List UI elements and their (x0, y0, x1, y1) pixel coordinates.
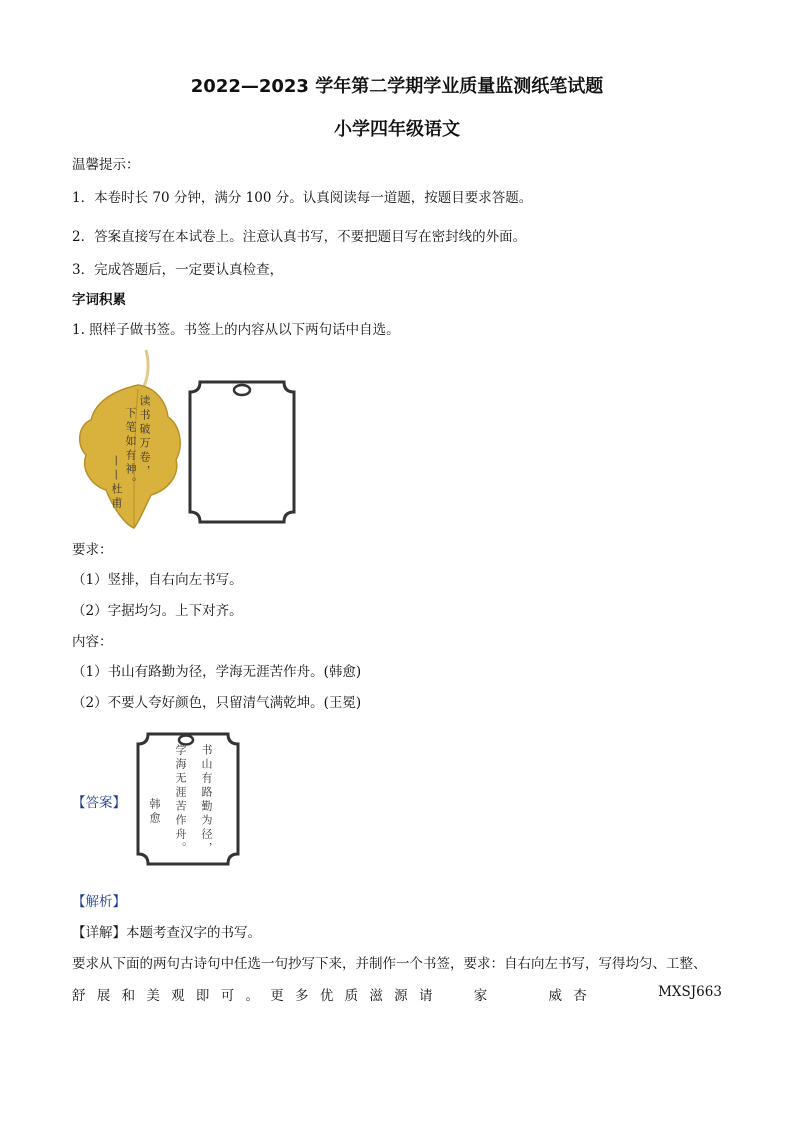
content-1: （1）书山有路勤为径，学海无涯苦作舟。(韩愈) (72, 664, 362, 680)
answer-col-1: 书山有路勤为径， (200, 744, 213, 856)
requirements-heading: 要求： (72, 542, 113, 558)
leaf-bookmark-image (76, 345, 184, 531)
analysis-char: 展 (96, 988, 111, 1004)
analysis-char: 请 (418, 988, 433, 1004)
analysis-char: 。 (245, 988, 259, 1004)
analysis-char: 舒 (72, 988, 86, 1004)
sample-col-2: 下笔如有神。 (124, 407, 137, 491)
analysis-char: 美 (146, 988, 160, 1004)
notice-item-3: 3．完成答题后，一定要认真检查， (72, 262, 284, 278)
analysis-char: 杏 (573, 988, 587, 1004)
sample-col-1: 读书破万卷， (138, 395, 151, 479)
analysis-text-2 (72, 984, 722, 1004)
analysis-char: 多 (295, 988, 309, 1004)
blank-bookmark-frame (186, 378, 298, 526)
analysis-char: 优 (319, 988, 334, 1004)
analysis-char: 和 (121, 988, 136, 1004)
analysis-char: 家 (473, 988, 488, 1004)
analysis-char: 质 (344, 988, 359, 1004)
page-title: 2022—2023 学年第二学期学业质量监测纸笔试题 (190, 76, 604, 97)
notice-item-1: 1．本卷时长 70 分钟，满分 100 分。认真阅读每一道题，按题目要求答题。 (72, 190, 533, 206)
analysis-char: 即 (195, 988, 210, 1004)
answer-label: 【答案】 (72, 795, 126, 811)
answer-col-2: 学海无涯苦作舟。 (174, 744, 187, 856)
analysis-char: 源 (394, 988, 408, 1004)
answer-bookmark (134, 730, 242, 868)
page-subtitle: 小学四年级语文 (334, 119, 460, 140)
section-heading: 字词积累 (72, 292, 126, 308)
content-2: （2）不要人夸好颜色，只留清气满乾坤。(王冕) (72, 695, 362, 711)
analysis-char: 威 (548, 988, 562, 1004)
notice-item-2: 2．答案直接写在本试卷上。注意认真书写，不要把题目写在密封线的外面。 (72, 229, 527, 245)
sample-col-3: ——杜甫 (110, 455, 123, 511)
watermark-code: MXSJ663 (658, 984, 722, 1000)
analysis-text-1: 要求从下面的两句古诗句中任选一句抄写下来，并制作一个书签，要求：自右向左书写，写得均匀、工整、 (72, 956, 707, 972)
requirement-2: （2）字据均匀。上下对齐。 (72, 603, 243, 619)
analysis-char: 滋 (369, 988, 383, 1004)
question-stem: 1. 照样子做书签。书签上的内容从以下两句话中自选。 (72, 322, 400, 338)
analysis-label: 【解析】 (72, 894, 126, 910)
answer-col-3: 韩愈 (148, 798, 161, 826)
analysis-char: 观 (171, 988, 185, 1004)
notice-heading: 温馨提示： (72, 157, 140, 173)
content-heading: 内容： (72, 634, 113, 650)
analysis-char: 更 (270, 988, 284, 1004)
requirement-1: （1）竖排，自右向左书写。 (72, 572, 243, 588)
analysis-detail: 【详解】本题考查汉字的书写。 (72, 925, 261, 941)
analysis-char: 可 (220, 988, 235, 1004)
